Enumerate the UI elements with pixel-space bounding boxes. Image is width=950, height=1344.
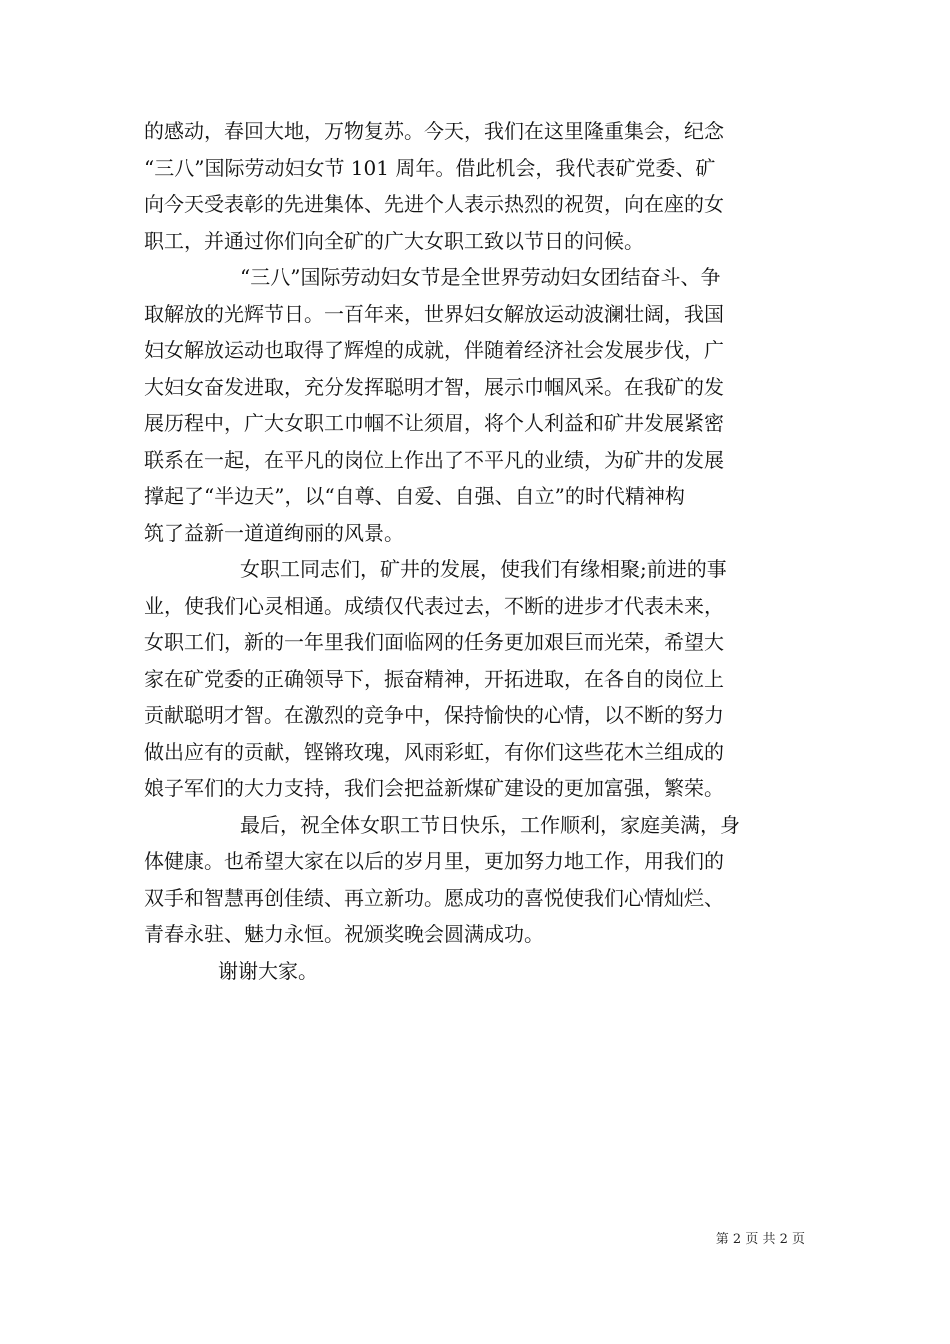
text-line: 大妇女奋发进取，充分发挥聪明才智，展示巾帼风采。在我矿的发 [144,374,724,399]
text-line: 向今天受表彰的先进集体、先进个人表示热烈的祝贺，向在座的女 [144,192,724,216]
text-line: 最后，祝全体女职工节日快乐，工作顺利，家庭美满，身 [240,812,740,837]
text-line: 家在矿党委的正确领导下，振奋精神，开拓进取，在各自的岗位上 [144,666,724,691]
text-line: 的感动，春回大地，万物复苏。今天，我们在这里隆重集会，纪念 [144,119,724,143]
text-line: 职工，并通过你们向全矿的广大女职工致以节日的问候。 [144,228,644,253]
text-line: 娘子军们的大力支持，我们会把益新煤矿建设的更加富强，繁荣。 [144,776,724,800]
text-line: 取解放的光辉节日。一百年来，世界妇女解放运动波澜壮阔，我国 [144,301,724,326]
text-line: 做出应有的贡献，铿锵玫瑰，风雨彩虹，有你们这些花木兰组成的 [144,739,724,764]
text-line: 业，使我们心灵相通。成绩仅代表过去，不断的进步才代表未来， [144,593,724,618]
text-line: 女职工同志们，矿井的发展，使我们有缘相聚;前进的事 [240,557,727,581]
text-line: 女职工们，新的一年里我们面临网的任务更加艰巨而光荣，希望大 [144,630,724,654]
text-line: 妇女解放运动也取得了辉煌的成就，伴随着经济社会发展步伐，广 [144,338,724,362]
text-line: 贡献聪明才智。在激烈的竞争中，保持愉快的心情，以不断的努力 [144,703,724,727]
text-line: 联系在一起，在平凡的岗位上作出了不平凡的业绩，为矿井的发展 [144,447,724,472]
text-line: 展历程中，广大女职工巾帼不让须眉，将个人利益和矿井发展紧密 [144,411,724,435]
text-line: “三八”国际劳动妇女节是全世界劳动妇女团结奋斗、争 [240,265,721,289]
text-line: 筑了益新一道道绚丽的风景。 [144,520,404,545]
text-line: 谢谢大家。 [218,958,318,983]
text-line: 撑起了“半边天”，以“自尊、自爱、自强、自立”的时代精神构 [144,484,685,508]
text-line: “三八”国际劳动妇女节 101 周年。借此机会，我代表矿党委、矿 [144,155,716,180]
text-line: 体健康。也希望大家在以后的岁月里，更加努力地工作，用我们的 [144,849,724,873]
document-body [144,113,814,989]
text-line: 青春永驻、魅力永恒。祝颁奖晚会圆满成功。 [144,922,544,946]
text-line: 双手和智慧再创佳绩、再立新功。愿成功的喜悦使我们心情灿烂、 [144,885,724,910]
page-number-footer: 第 2 页 共 2 页 [715,1232,805,1247]
